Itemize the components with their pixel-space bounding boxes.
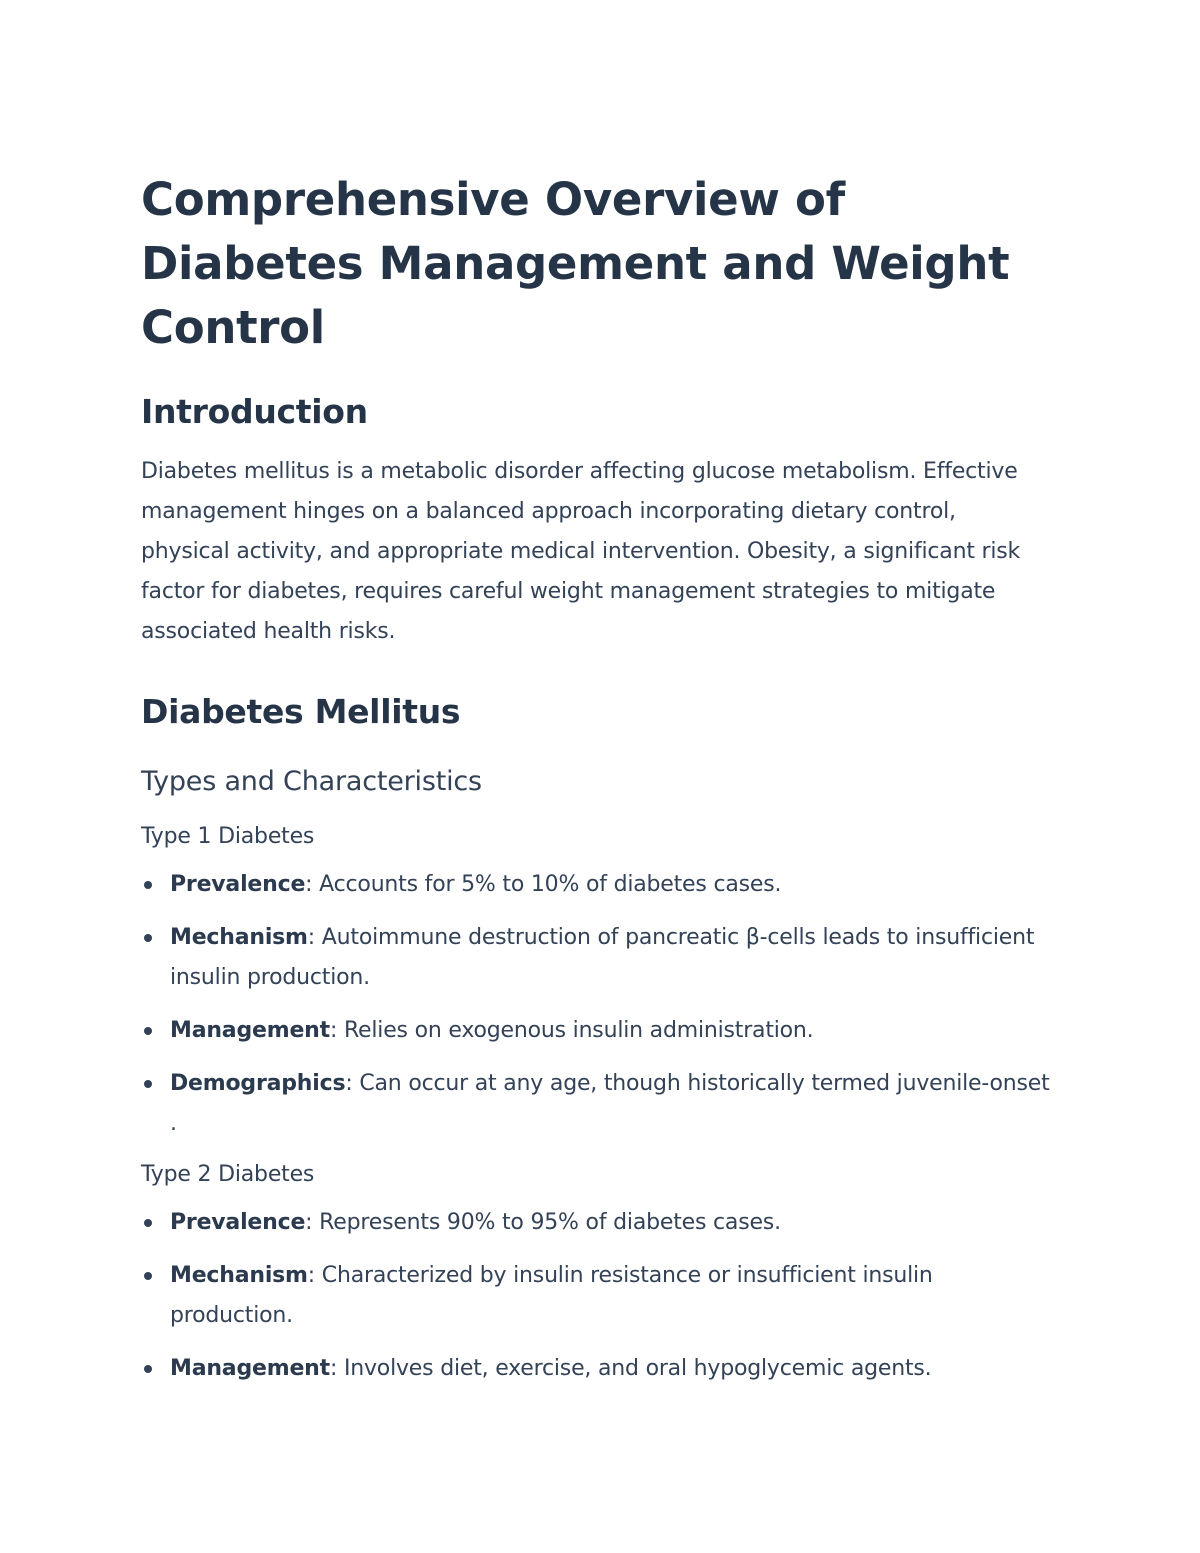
bullet-dot-icon: [144, 1027, 152, 1035]
bullet-dot-icon: [144, 1080, 152, 1088]
bullet-dot-icon: [144, 1272, 152, 1280]
list-item-text: : Relies on exogenous insulin administration.: [329, 1018, 814, 1043]
list-item-text: : Accounts for 5% to 10% of diabetes cases.: [305, 872, 782, 897]
list-item: [141, 918, 1050, 998]
list-item-text: : Characterized by insulin resistance or insufficient insulin production.: [170, 1263, 933, 1328]
list-item-term: Management: [170, 1018, 330, 1043]
document-title: Comprehensive Overview of Diabetes Management and Weight Control: [141, 173, 1010, 354]
type2-heading: Type 2 Diabetes: [141, 1162, 315, 1187]
type2-list: [141, 1203, 1050, 1389]
diabetes-mellitus-heading: Diabetes Mellitus: [141, 692, 461, 731]
type1-list: [141, 865, 1050, 1144]
type1-heading: Type 1 Diabetes: [141, 824, 315, 849]
bullet-dot-icon: [144, 934, 152, 942]
list-item-text: : Can occur at any age, though historically termed juvenile-onset .: [170, 1071, 1050, 1136]
bullet-dot-icon: [144, 1219, 152, 1227]
list-item: [141, 1256, 1050, 1336]
list-item-text: : Autoimmune destruction of pancreatic β-cells leads to insufficient insulin production.: [170, 925, 1035, 990]
bullet-dot-icon: [144, 1365, 152, 1373]
list-item-term: Mechanism: [170, 1263, 308, 1288]
types-characteristics-heading: Types and Characteristics: [141, 766, 482, 797]
list-item-term: Prevalence: [170, 872, 306, 897]
introduction-heading: Introduction: [141, 392, 368, 431]
list-item: [141, 1011, 1050, 1051]
list-item: [141, 1064, 1050, 1144]
list-item-term: Prevalence: [170, 1210, 306, 1235]
list-item: [141, 1349, 1050, 1389]
list-item-term: Mechanism: [170, 925, 308, 950]
list-item: [141, 1203, 1050, 1243]
bullet-dot-icon: [144, 881, 152, 889]
list-item: [141, 865, 1050, 905]
introduction-paragraph: Diabetes mellitus is a metabolic disorder affecting glucose metabolism. Effective management hinges on a balanced approach incorporating dietary control, physical activity, and appropriate medical intervention. Obesity, a significant risk factor for diabetes, requires careful weight management strategies to mitigate associated health risks.: [141, 459, 1021, 644]
list-item-term: Demographics: [170, 1071, 346, 1096]
list-item-text: : Represents 90% to 95% of diabetes cases.: [305, 1210, 781, 1235]
list-item-text: : Involves diet, exercise, and oral hypoglycemic agents.: [329, 1356, 932, 1381]
list-item-term: Management: [170, 1356, 330, 1381]
